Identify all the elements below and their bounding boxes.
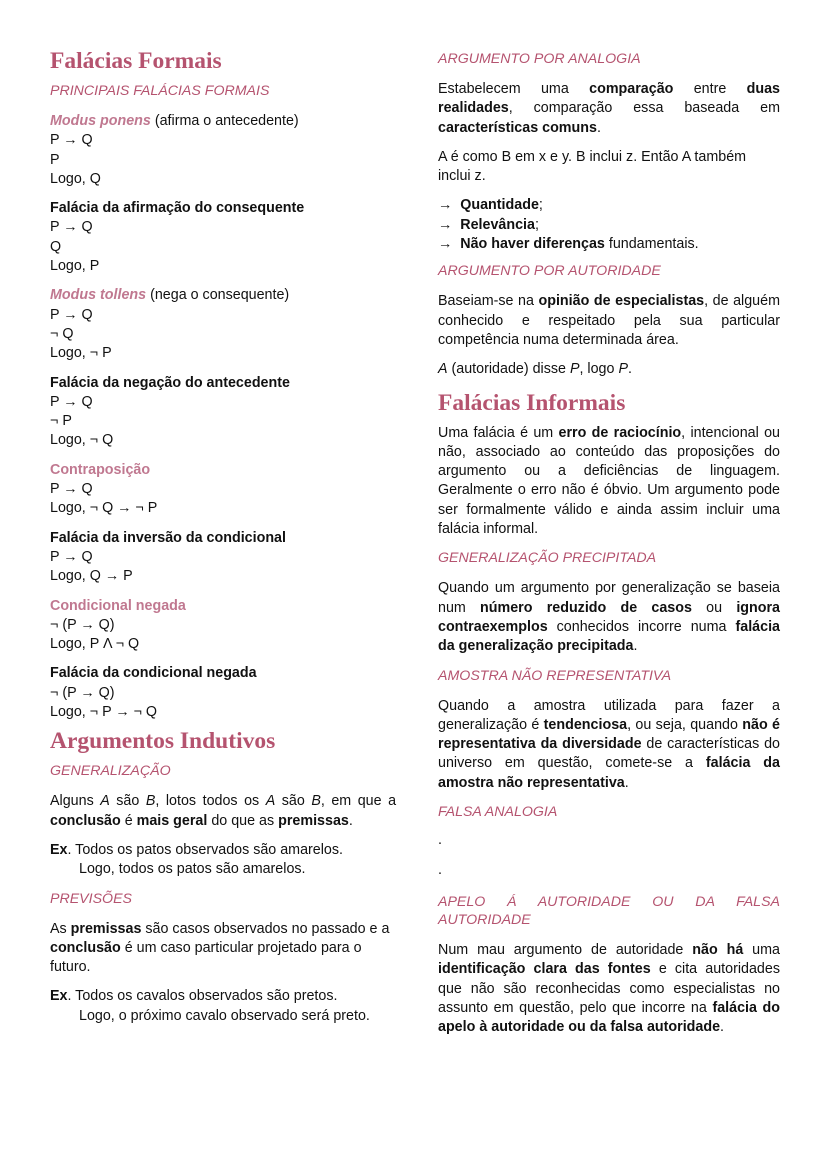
conditional-inversion-line2: Logo, Q → P [50, 568, 133, 585]
criteria-item: → Quantidade; [438, 197, 543, 214]
hasty-generalization-paragraph: Quando um argumento por generalização se baseia num número reduzido de casos ou ignora contraexemplos conhecidos incorre numa falácia da generalização precipitada. [438, 580, 780, 655]
placeholder-dot: . [438, 832, 442, 849]
placeholder-dot: . [438, 862, 442, 879]
conditional-inversion-line1: P → Q [50, 548, 93, 565]
subheading-appeal-to-authority: APELO Á AUTORIDADE OU DA FALSA AUTORIDADE [438, 894, 780, 929]
analogy-criteria-list [438, 196, 780, 254]
example2-line2: Logo, o próximo cavalo observado será preto. [79, 1007, 370, 1024]
generalization-paragraph: Alguns A são B, lotos todos os A são B, em que a conclusão é mais geral do que as premissas. [50, 793, 397, 829]
contraposition-line2: Logo, ¬ Q → ¬ P [50, 500, 158, 517]
denying-antecedent-block [50, 374, 396, 451]
negated-conditional-line1: ¬ (P → Q) [50, 616, 115, 633]
subheading-predictions: PREVISÕES [50, 890, 133, 907]
negated-conditional-fallacy-line1: ¬ (P → Q) [50, 684, 115, 701]
subheading-argument-from-authority: ARGUMENTO POR AUTORIDADE [438, 263, 661, 280]
conditional-inversion-block [50, 529, 396, 587]
predictions-paragraph: As premissas são casos observados no passado e a conclusão é um caso particular projetado para o futuro. [50, 920, 390, 976]
modus-ponens-name: Modus ponens [50, 113, 151, 129]
modus-tollens-block [50, 286, 396, 363]
affirming-consequent-line3: Logo, P [50, 258, 100, 275]
modus-tollens-name: Modus tollens [50, 287, 147, 304]
modus-tollens-line1: P → Q [50, 306, 93, 323]
appeal-to-authority-paragraph: Num mau argumento de autoridade não há uma identificação clara das fontes e cita autoridades que não são reconhecidas como especialistas no assunto em questão, pelo que incorre na falácia do apelo à autoridade ou da falsa autoridade. [438, 942, 781, 1036]
subheading-argument-by-analogy: ARGUMENTO POR ANALOGIA [438, 51, 641, 67]
denying-antecedent-line1: P → Q [50, 393, 93, 410]
section-title-formal-fallacies: Falácias Formais [50, 48, 222, 74]
example2-line1: . Todos os cavalos observados são pretos. [67, 988, 338, 1005]
denying-antecedent-line3: Logo, ¬ Q [50, 432, 114, 449]
modus-ponens-block [50, 112, 396, 189]
section-title-inductive-arguments: Argumentos Indutivos [50, 728, 276, 755]
subheading-generalization: GENERALIZAÇÃO [50, 763, 171, 780]
affirming-consequent-name: Falácia da afirmação do consequente [50, 200, 305, 217]
subheading-unrepresentative-sample: AMOSTRA NÃO REPRESENTATIVA [438, 667, 672, 684]
affirming-consequent-block [50, 199, 396, 276]
authority-paragraph: Baseiam-se na opinião de especialistas, de alguém conhecido e respeitado pela sua particular competência numa determinada área. [438, 293, 780, 348]
modus-ponens-note: (afirma o antecedente) [150, 113, 299, 129]
section-title-informal-fallacies: Falácias Informais [438, 389, 626, 416]
analogy-paragraph: Estabelecem uma comparação entre duas realidades, comparação essa baseada em características comuns. [438, 81, 781, 136]
contraposition-line1: P → Q [50, 481, 93, 498]
modus-ponens-line2: P [50, 151, 60, 168]
denying-antecedent-line2: ¬ P [50, 413, 72, 430]
modus-ponens-line1: P → Q [50, 132, 93, 149]
arrow-icon: → [438, 216, 453, 233]
negated-conditional-line2: Logo, P Λ ¬ Q [50, 636, 140, 653]
left-column [50, 46, 396, 1036]
criteria-item: → Relevância; [438, 216, 539, 233]
example1-line1: . Todos os patos observados são amarelos. [67, 841, 344, 858]
contraposition-block [50, 461, 396, 519]
criteria-item: → Não haver diferenças fundamentais. [438, 236, 699, 253]
generalization-example [50, 841, 396, 880]
negated-conditional-fallacy-block [50, 664, 396, 722]
modus-ponens-line3: Logo, Q [50, 170, 101, 187]
negated-conditional-block [50, 597, 396, 655]
subheading-main-formal-fallacies: PRINCIPAIS FALÁCIAS FORMAIS [50, 83, 270, 99]
modus-tollens-note: (nega o consequente) [146, 287, 290, 304]
contraposition-name: Contraposição [50, 461, 151, 478]
example-lead: Ex [50, 988, 68, 1005]
modus-tollens-line2: ¬ Q [50, 325, 74, 342]
subheading-false-analogy: FALSA ANALOGIA [438, 804, 558, 821]
modus-tollens-line3: Logo, ¬ P [50, 345, 112, 362]
denying-antecedent-name: Falácia da negação do antecedente [50, 374, 290, 391]
negated-conditional-name: Condicional negada [50, 597, 186, 614]
arrow-icon: → [438, 236, 453, 253]
predictions-example [50, 987, 396, 1026]
subheading-hasty-generalization: GENERALIZAÇÃO PRECIPITADA [438, 550, 657, 567]
authority-formula: A (autoridade) disse P, logo P. [438, 361, 632, 378]
example-lead: Ex [50, 841, 68, 858]
unrepresentative-sample-paragraph: Quando a amostra utilizada para fazer a generalização é tendenciosa, ou seja, quando não é representativa da diversidade de características do universo em questão, comete-se a falácia da amostra não representativa. [438, 697, 780, 791]
arrow-icon: → [438, 197, 453, 214]
informal-fallacy-paragraph: Uma falácia é um erro de raciocínio, intencional ou não, associado ao conteúdo das proposições do argumento ou a deficiências de linguagem. Geralmente o erro não é óbvio. Um argumento pode ser formalmente válido e ainda assim incluir uma falácia informal. [438, 424, 781, 538]
affirming-consequent-line2: Q [50, 238, 62, 255]
affirming-consequent-line1: P → Q [50, 219, 93, 236]
analogy-formula: A é como B em x e y. B inclui z. Então A também inclui z. [438, 148, 747, 185]
negated-conditional-fallacy-name: Falácia da condicional negada [50, 665, 257, 682]
negated-conditional-fallacy-line2: Logo, ¬ P → ¬ Q [50, 704, 158, 721]
example1-line2: Logo, todos os patos são amarelos. [79, 861, 306, 878]
right-column [438, 50, 780, 1048]
conditional-inversion-name: Falácia da inversão da condicional [50, 529, 286, 546]
